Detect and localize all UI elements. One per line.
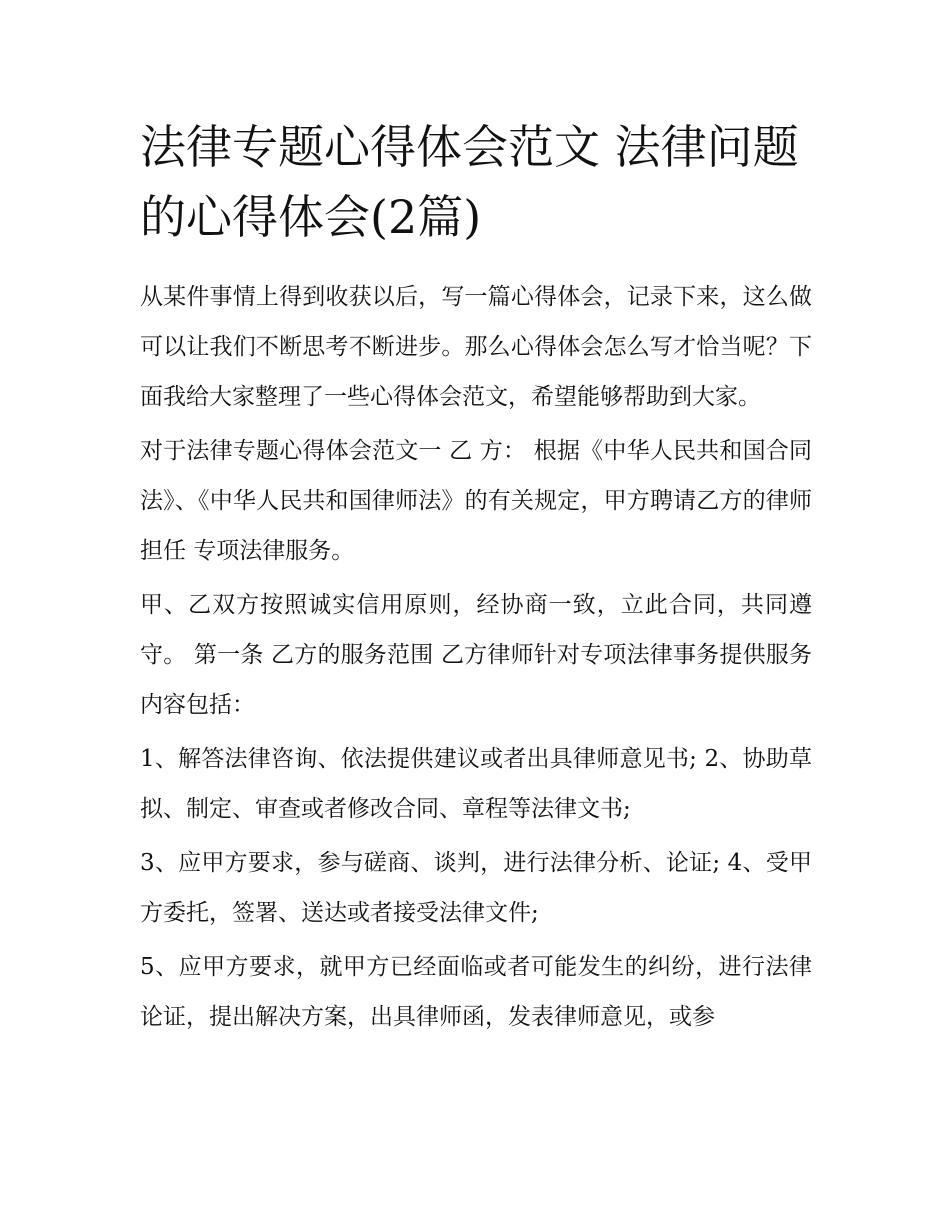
paragraph-item-5: 5、应甲方要求，就甲方已经面临或者可能发生的纠纷，进行法律论证，提出解决方案，出具律师函，发表律师意见，或参 (140, 954, 812, 1030)
paragraph-contract-basis: 对于法律专题心得体会范文一 乙 方： 根据《中华人民共和国合同法》、《中华人民共和国律师法》的有关规定，甲方聘请乙方的律师担任 专项法律服务。 (140, 438, 812, 564)
document-body (140, 272, 812, 1042)
paragraph-items-3-4: 3、应甲方要求，参与磋商、谈判，进行法律分析、论证; 4、受甲方委托，签署、送达或者接受法律文件; (140, 850, 812, 926)
paragraph-service-scope: 甲、乙双方按照诚实信用原则，经协商一致，立此合同，共同遵守。 第一条 乙方的服务范围 乙方律师针对专项法律事务提供服务内容包括： (140, 592, 812, 718)
document-page (140, 112, 812, 1046)
paragraph-intro: 从某件事情上得到收获以后，写一篇心得体会，记录下来，这么做可以让我们不断思考不断进步。那么心得体会怎么写才恰当呢？下面我给大家整理了一些心得体会范文，希望能够帮助到大家。 (140, 284, 812, 410)
paragraph-items-1-2: 1、解答法律咨询、依法提供建议或者出具律师意见书; 2、协助草拟、制定、审查或者修改合同、章程等法律文书; (140, 746, 812, 822)
document-title: 法律专题心得体会范文 法律问题的心得体会(2篇) (140, 120, 799, 244)
